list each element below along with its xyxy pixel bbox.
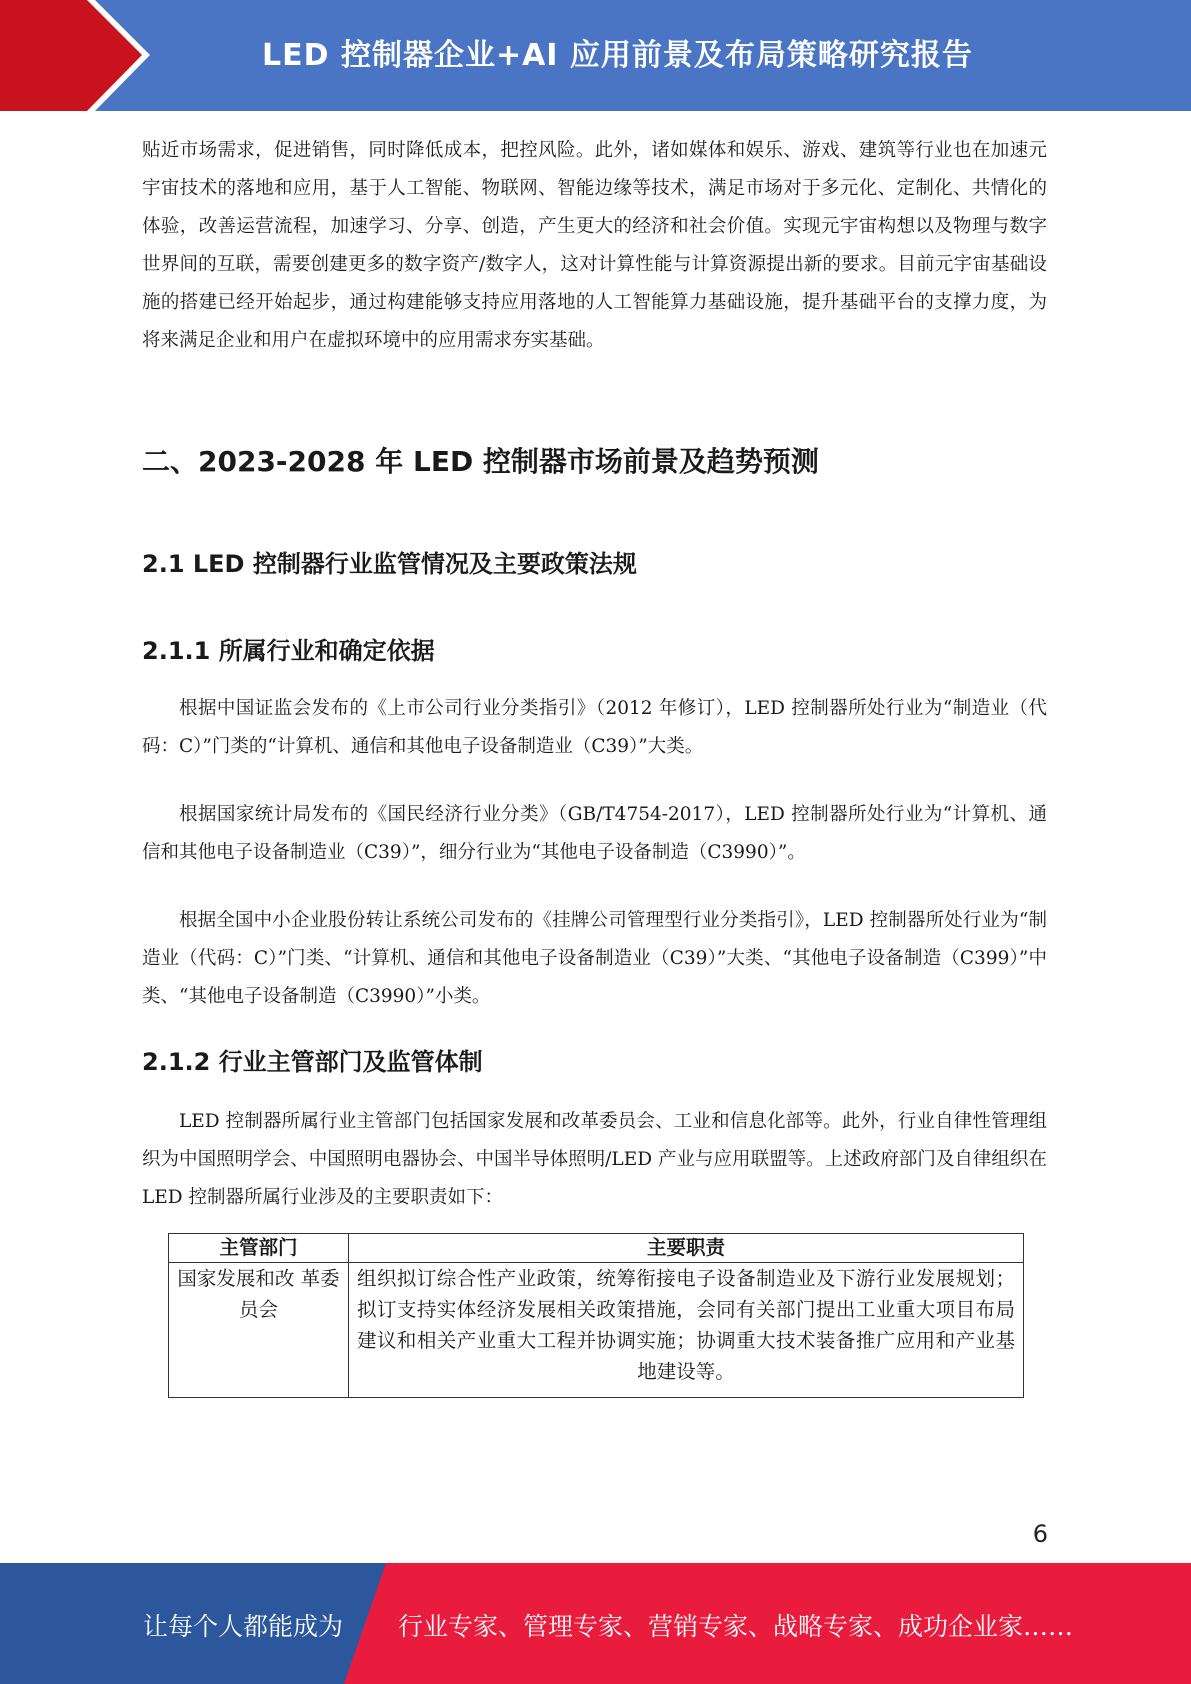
subsubsection-heading-regulation: 2.1.2 行业主管部门及监管体制 xyxy=(142,1048,483,1076)
footer-slogan-right: 行业专家、管理专家、营销专家、战略专家、成功企业家…… xyxy=(398,1612,1074,1641)
subsection-heading: 2.1 LED 控制器行业监管情况及主要政策法规 xyxy=(142,550,637,578)
report-title: LED 控制器企业+AI 应用前景及布局策略研究报告 xyxy=(262,38,973,73)
paragraph-csrc-classification: 根据中国证监会发布的《上市公司行业分类指引》（2012 年修订），LED 控制器所处行业为“制造业（代码：C）”门类的“计算机、通信和其他电子设备制造业（C39）”大类。 xyxy=(142,698,1047,757)
header-arrow-icon xyxy=(0,0,142,111)
duties-table xyxy=(168,1233,1024,1398)
footer-banner xyxy=(0,1563,1191,1684)
section-heading: 二、2023-2028 年 LED 控制器市场前景及趋势预测 xyxy=(142,445,819,478)
table-header-duties: 主要职责 xyxy=(349,1234,1024,1263)
subsubsection-heading-industry: 2.1.1 所属行业和确定依据 xyxy=(142,637,435,665)
table-cell-duties: 组织拟订综合性产业政策，统筹衔接电子设备制造业及下游行业发展规划；拟订支持实体经济发展相关政策措施，会同有关部门提出工业重大项目布局建议和相关产业重大工程并协调实施；协调重大技术装备推广应用和产业基地建设等。 xyxy=(349,1263,1024,1398)
paragraph-neeq-classification: 根据全国中小企业股份转让系统公司发布的《挂牌公司管理型行业分类指引》，LED 控制器所处行业为“制造业（代码：C）”门类、“计算机、通信和其他电子设备制造业（C39）”大类、“其他电子设备制造（C399）”中类、“其他电子设备制造（C3990）”小类。 xyxy=(142,910,1047,1007)
paragraph-nbs-classification: 根据国家统计局发布的《国民经济行业分类》（GB/T4754-2017），LED 控制器所处行业为“计算机、通信和其他电子设备制造业（C39）”，细分行业为“其他电子设备制造（C3990）”。 xyxy=(142,804,1047,863)
table-cell-department: 国家发展和改 革委员会 xyxy=(169,1263,349,1398)
intro-paragraph: 贴近市场需求，促进销售，同时降低成本，把控风险。此外，诸如媒体和娱乐、游戏、建筑等行业也在加速元宇宙技术的落地和应用，基于人工智能、物联网、智能边缘等技术，满足市场对于多元化、定制化、共情化的体验，改善运营流程，加速学习、分享、创造，产生更大的经济和社会价值。实现元宇宙构想以及物理与数字世界间的互联，需要创建更多的数字资产/数字人，这对计算性能与计算资源提出新的要求。目前元宇宙基础设施的搭建已经开始起步，通过构建能够支持应用落地的人工智能算力基础设施，提升基础平台的支撑力度，为将来满足企业和用户在虚拟环境中的应用需求夯实基础。 xyxy=(142,140,1047,351)
page-number: 6 xyxy=(1032,1520,1048,1548)
table-header-department: 主管部门 xyxy=(169,1234,349,1263)
paragraph-regulators: LED 控制器所属行业主管部门包括国家发展和改革委员会、工业和信息化部等。此外，行业自律性管理组织为中国照明学会、中国照明电器协会、中国半导体照明/LED 产业与应用联盟等。上述政府部门及自律组织在 LED 控制器所属行业涉及的主要职责如下： xyxy=(142,1111,1047,1208)
table-header-row xyxy=(169,1234,1024,1263)
header-banner xyxy=(0,0,1191,111)
page-content xyxy=(142,132,1047,1398)
table-row xyxy=(169,1263,1024,1398)
footer-slogan-left: 让每个人都能成为 xyxy=(143,1612,344,1641)
